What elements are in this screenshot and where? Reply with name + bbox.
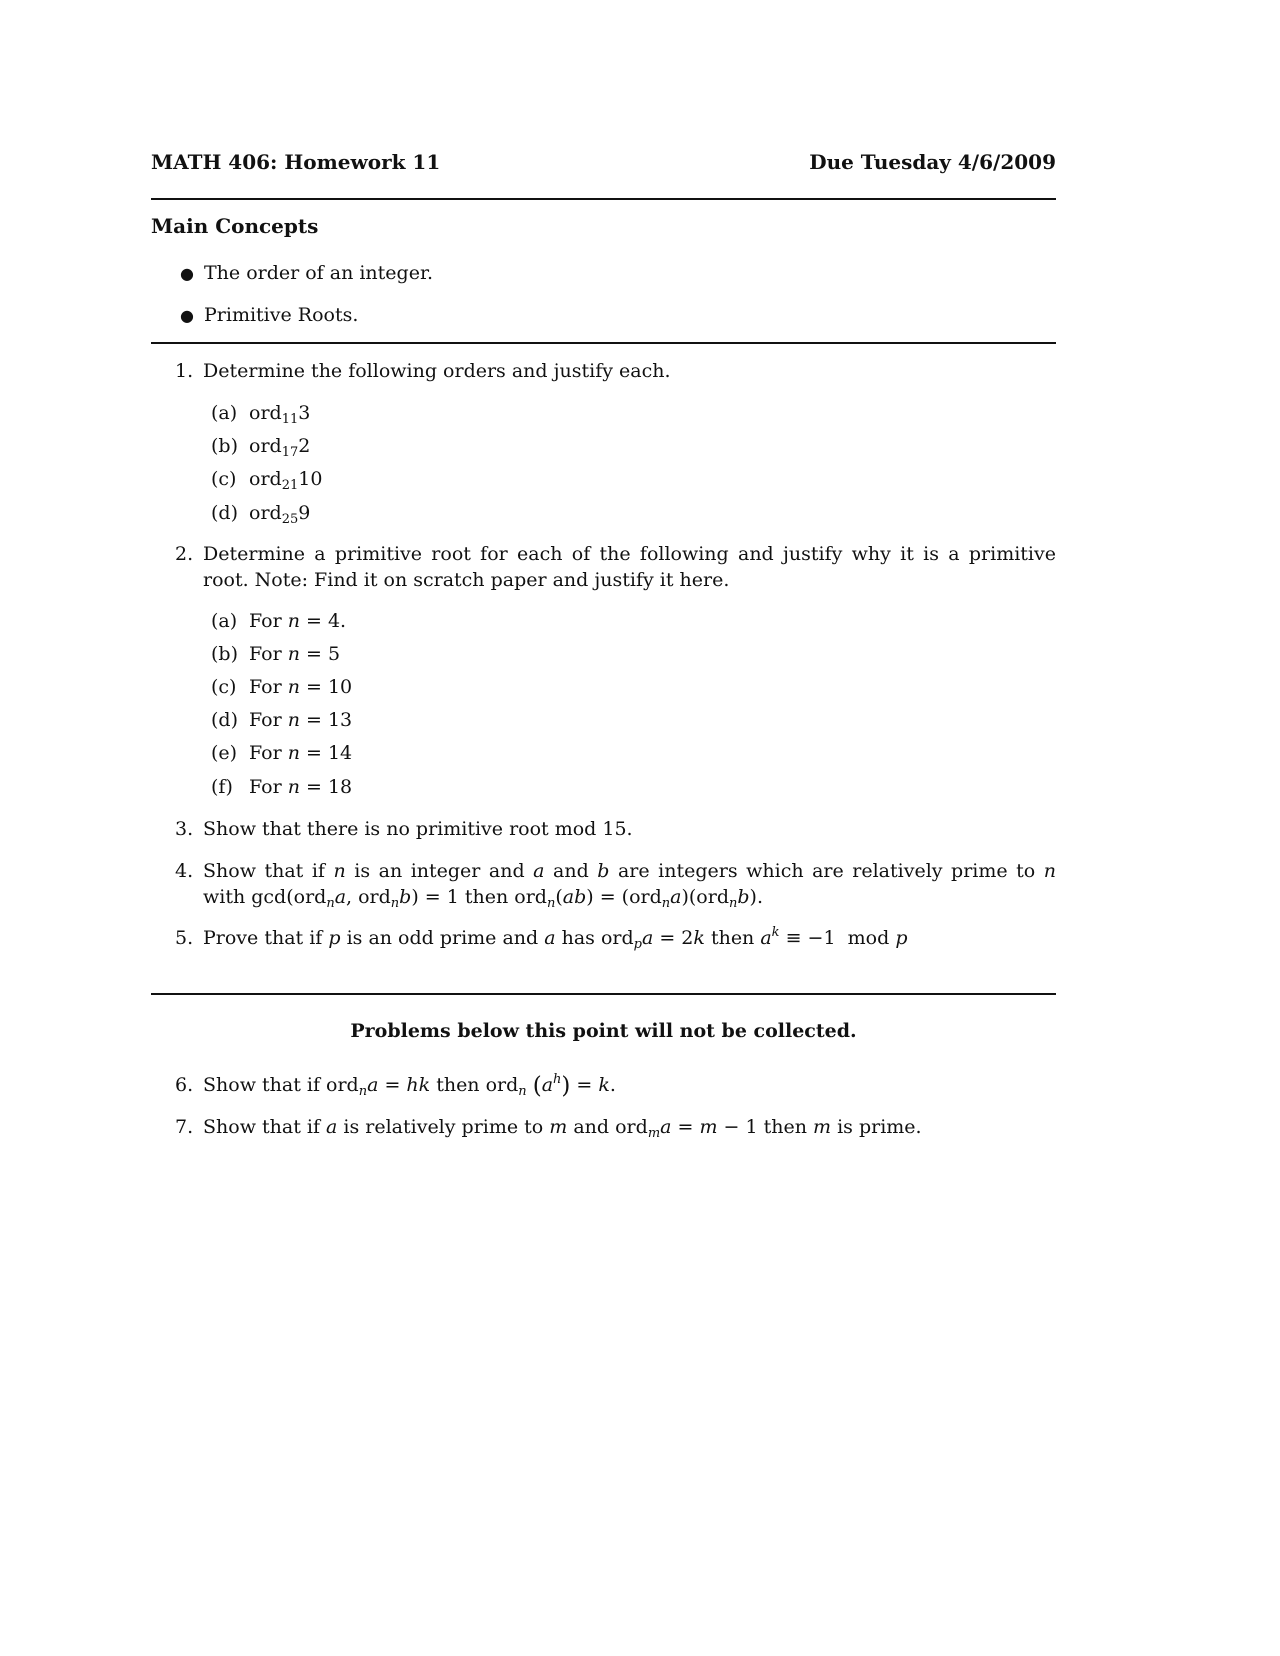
section-rule: [151, 993, 1056, 995]
problem-number: 3.: [175, 818, 194, 840]
problem-text: Prove that if p is an odd prime and a has ord$_p$a = 2k then $a^k \equiv -1$ mod p: [203, 925, 908, 952]
course-title: MATH 406: Homework 11: [151, 150, 441, 174]
header-rule: [151, 198, 1056, 200]
subproblem: (c) For n = 10: [211, 676, 353, 698]
problem-6: [175, 1072, 1056, 1099]
problem-number: 4.: [175, 860, 194, 882]
problem-number: 7.: [175, 1116, 194, 1138]
subproblem: (a) For n = 4.: [211, 610, 347, 632]
problem-text: Show that if ord$_n$a = hk then ord$_n$ $(a^h) = k$.: [203, 1072, 616, 1099]
concept-text: The order of an integer.: [204, 262, 433, 284]
problem-number: 2.: [175, 543, 194, 565]
problem-text: Determine the following orders and justify each.: [203, 360, 671, 382]
subproblem: (d) For n = 13: [211, 709, 353, 731]
problem-number: 5.: [175, 927, 194, 949]
header: [151, 150, 1056, 180]
concept-text: Primitive Roots.: [204, 304, 359, 326]
not-collected-note: Problems below this point will not be collected.: [350, 1020, 857, 1042]
problem-text: Show that if a is relatively prime to m and ord$_m$a = m − 1 then m is prime.: [203, 1116, 922, 1141]
subproblem: (b) For n = 5: [211, 643, 341, 665]
problem-text: Show that if n is an integer and a and b are integers which are relatively prime to n with gcd(ord$_n$a, ord$_n$b) = 1 then ord$_n$(ab) = (ord$_n$a)(ord$_n$b).: [203, 860, 1056, 911]
subproblem: (b) ord$_{17}$2: [211, 435, 311, 460]
concepts-title: Main Concepts: [151, 214, 319, 238]
bullet-icon: ●: [180, 306, 194, 325]
subproblem: (f) For n = 18: [211, 776, 353, 798]
problem-2: [175, 541, 1056, 593]
subproblem: (d) ord$_{25}$9: [211, 502, 311, 527]
subproblem: (a) ord$_{11}$3: [211, 402, 311, 427]
concepts-rule: [151, 342, 1056, 344]
problem-text: Show that there is no primitive root mod 15.: [203, 818, 633, 840]
problem-7: [175, 1114, 1056, 1140]
due-date: Due Tuesday 4/6/2009: [809, 150, 1056, 174]
problem-5: [175, 925, 1056, 951]
problem-number: 1.: [175, 360, 194, 382]
problem-4: [175, 858, 1056, 910]
problem-number: 6.: [175, 1074, 194, 1096]
problem-1: [175, 358, 1056, 384]
problem-3: [175, 816, 1056, 842]
subproblem: (c) ord$_{21}$10: [211, 468, 323, 493]
bullet-icon: ●: [180, 264, 194, 283]
subproblem: (e) For n = 14: [211, 742, 353, 764]
problem-text: Determine a primitive root for each of the following and justify why it is a primitive root. Note: Find it on scratch paper and justify it here.: [203, 543, 1056, 591]
